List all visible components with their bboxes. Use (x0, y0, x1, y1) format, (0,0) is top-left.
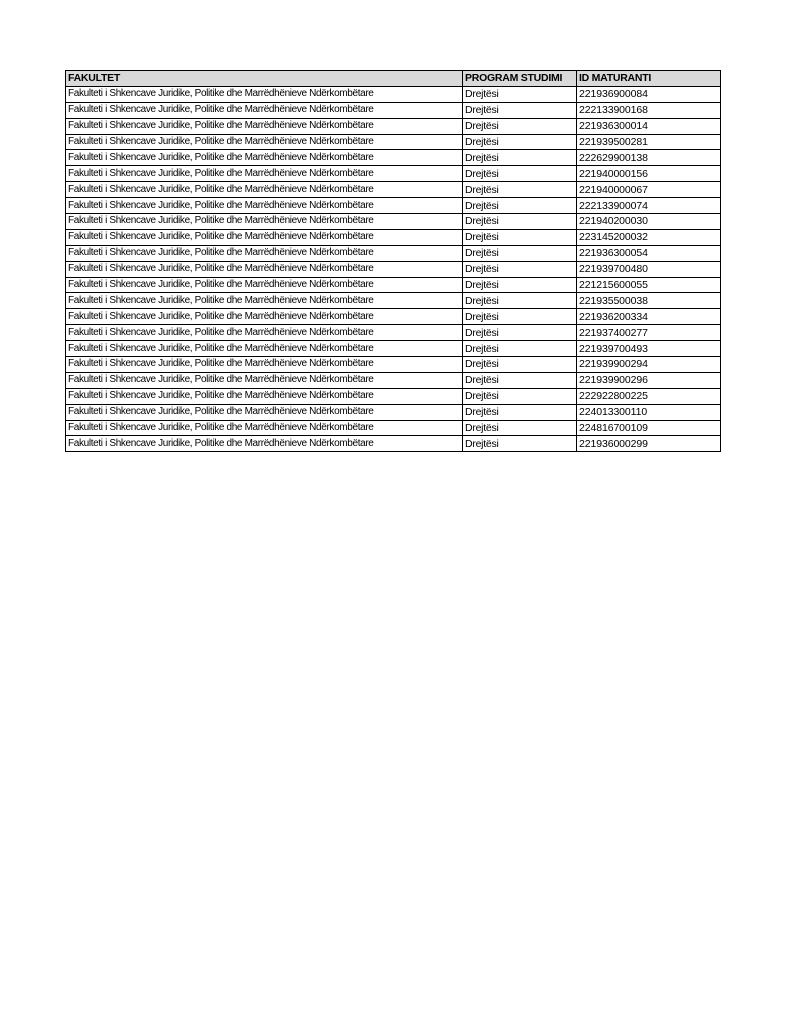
program-cell: Drejtësi (463, 436, 577, 452)
faculty-cell: Fakulteti i Shkencave Juridike, Politike dhe Marrëdhënieve Ndërkombëtare (66, 420, 463, 436)
table-header (66, 71, 721, 87)
program-cell: Drejtësi (463, 198, 577, 214)
program-cell: Drejtësi (463, 372, 577, 388)
faculty-cell: Fakulteti i Shkencave Juridike, Politike dhe Marrëdhënieve Ndërkombëtare (66, 372, 463, 388)
program-cell: Drejtësi (463, 214, 577, 230)
table-row (66, 325, 721, 341)
students-table (65, 70, 721, 452)
column-header-id: ID MATURANTI (577, 71, 721, 87)
table-body (66, 86, 721, 451)
faculty-cell: Fakulteti i Shkencave Juridike, Politike dhe Marrëdhënieve Ndërkombëtare (66, 277, 463, 293)
student-id-cell: 221937400277 (577, 325, 721, 341)
program-cell: Drejtësi (463, 229, 577, 245)
faculty-cell: Fakulteti i Shkencave Juridike, Politike dhe Marrëdhënieve Ndërkombëtare (66, 261, 463, 277)
faculty-cell: Fakulteti i Shkencave Juridike, Politike dhe Marrëdhënieve Ndërkombëtare (66, 198, 463, 214)
table-row (66, 214, 721, 230)
student-id-cell: 222922800225 (577, 388, 721, 404)
faculty-cell: Fakulteti i Shkencave Juridike, Politike dhe Marrëdhënieve Ndërkombëtare (66, 436, 463, 452)
faculty-cell: Fakulteti i Shkencave Juridike, Politike dhe Marrëdhënieve Ndërkombëtare (66, 166, 463, 182)
program-cell: Drejtësi (463, 166, 577, 182)
student-id-cell: 222133900074 (577, 198, 721, 214)
faculty-cell: Fakulteti i Shkencave Juridike, Politike dhe Marrëdhënieve Ndërkombëtare (66, 357, 463, 373)
student-id-cell: 222133900168 (577, 102, 721, 118)
student-id-cell: 221939900294 (577, 357, 721, 373)
student-id-cell: 221939700480 (577, 261, 721, 277)
table-row (66, 261, 721, 277)
faculty-cell: Fakulteti i Shkencave Juridike, Politike dhe Marrëdhënieve Ndërkombëtare (66, 134, 463, 150)
faculty-cell: Fakulteti i Shkencave Juridike, Politike dhe Marrëdhënieve Ndërkombëtare (66, 118, 463, 134)
faculty-cell: Fakulteti i Shkencave Juridike, Politike dhe Marrëdhënieve Ndërkombëtare (66, 182, 463, 198)
faculty-cell: Fakulteti i Shkencave Juridike, Politike dhe Marrëdhënieve Ndërkombëtare (66, 229, 463, 245)
faculty-cell: Fakulteti i Shkencave Juridike, Politike dhe Marrëdhënieve Ndërkombëtare (66, 325, 463, 341)
student-id-cell: 223145200032 (577, 229, 721, 245)
faculty-cell: Fakulteti i Shkencave Juridike, Politike dhe Marrëdhënieve Ndërkombëtare (66, 388, 463, 404)
table-row (66, 404, 721, 420)
faculty-cell: Fakulteti i Shkencave Juridike, Politike dhe Marrëdhënieve Ndërkombëtare (66, 214, 463, 230)
program-cell: Drejtësi (463, 325, 577, 341)
table-row (66, 277, 721, 293)
header-row (66, 71, 721, 87)
table-row (66, 436, 721, 452)
program-cell: Drejtësi (463, 341, 577, 357)
student-id-cell: 221939900296 (577, 372, 721, 388)
student-id-cell: 221935500038 (577, 293, 721, 309)
program-cell: Drejtësi (463, 420, 577, 436)
student-id-cell: 221940000067 (577, 182, 721, 198)
faculty-cell: Fakulteti i Shkencave Juridike, Politike dhe Marrëdhënieve Ndërkombëtare (66, 102, 463, 118)
program-cell: Drejtësi (463, 102, 577, 118)
table-row (66, 198, 721, 214)
student-id-cell: 221936300014 (577, 118, 721, 134)
faculty-cell: Fakulteti i Shkencave Juridike, Politike dhe Marrëdhënieve Ndërkombëtare (66, 245, 463, 261)
student-id-cell: 221936900084 (577, 86, 721, 102)
table-row (66, 357, 721, 373)
program-cell: Drejtësi (463, 86, 577, 102)
program-cell: Drejtësi (463, 388, 577, 404)
column-header-program: PROGRAM STUDIMI (463, 71, 577, 87)
table-row (66, 182, 721, 198)
student-id-cell: 221936000299 (577, 436, 721, 452)
table-row (66, 341, 721, 357)
table-row (66, 388, 721, 404)
table-row (66, 134, 721, 150)
table-row (66, 372, 721, 388)
student-id-cell: 221215600055 (577, 277, 721, 293)
table-row (66, 102, 721, 118)
table-row (66, 166, 721, 182)
faculty-cell: Fakulteti i Shkencave Juridike, Politike dhe Marrëdhënieve Ndërkombëtare (66, 309, 463, 325)
program-cell: Drejtësi (463, 293, 577, 309)
faculty-cell: Fakulteti i Shkencave Juridike, Politike dhe Marrëdhënieve Ndërkombëtare (66, 86, 463, 102)
program-cell: Drejtësi (463, 150, 577, 166)
table-row (66, 118, 721, 134)
student-id-cell: 221940200030 (577, 214, 721, 230)
student-id-cell: 221936200334 (577, 309, 721, 325)
student-id-cell: 224816700109 (577, 420, 721, 436)
faculty-cell: Fakulteti i Shkencave Juridike, Politike dhe Marrëdhënieve Ndërkombëtare (66, 150, 463, 166)
table-row (66, 293, 721, 309)
student-id-cell: 221940000156 (577, 166, 721, 182)
student-id-cell: 221936300054 (577, 245, 721, 261)
program-cell: Drejtësi (463, 245, 577, 261)
table-row (66, 420, 721, 436)
column-header-faculty: FAKULTET (66, 71, 463, 87)
program-cell: Drejtësi (463, 404, 577, 420)
table-row (66, 309, 721, 325)
student-id-cell: 221939700493 (577, 341, 721, 357)
program-cell: Drejtësi (463, 309, 577, 325)
program-cell: Drejtësi (463, 182, 577, 198)
faculty-cell: Fakulteti i Shkencave Juridike, Politike dhe Marrëdhënieve Ndërkombëtare (66, 404, 463, 420)
program-cell: Drejtësi (463, 357, 577, 373)
student-id-cell: 221939500281 (577, 134, 721, 150)
student-id-cell: 222629900138 (577, 150, 721, 166)
faculty-cell: Fakulteti i Shkencave Juridike, Politike dhe Marrëdhënieve Ndërkombëtare (66, 341, 463, 357)
program-cell: Drejtësi (463, 118, 577, 134)
table-row (66, 150, 721, 166)
table-row (66, 245, 721, 261)
student-id-cell: 224013300110 (577, 404, 721, 420)
program-cell: Drejtësi (463, 261, 577, 277)
faculty-cell: Fakulteti i Shkencave Juridike, Politike dhe Marrëdhënieve Ndërkombëtare (66, 293, 463, 309)
table-row (66, 229, 721, 245)
program-cell: Drejtësi (463, 277, 577, 293)
program-cell: Drejtësi (463, 134, 577, 150)
table-row (66, 86, 721, 102)
